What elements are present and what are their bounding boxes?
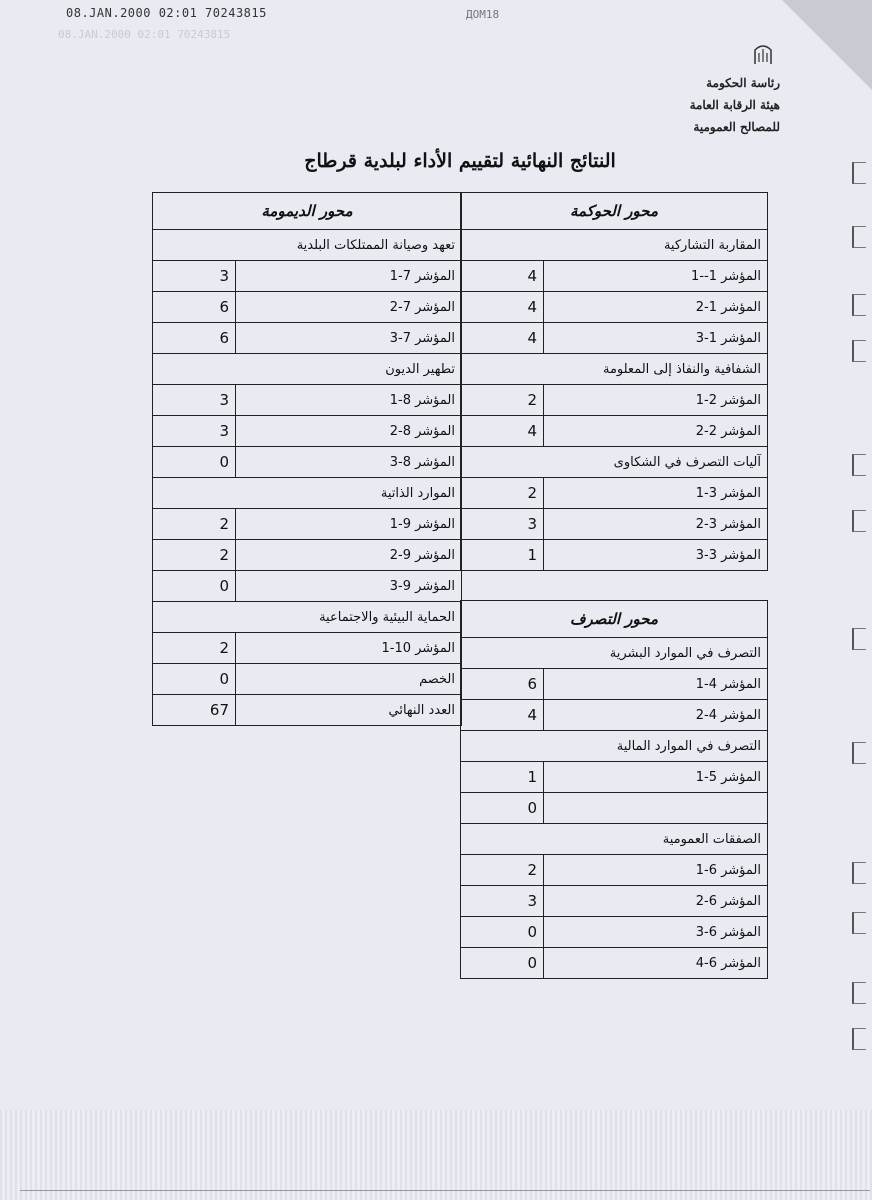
indicator-label: المؤشر 6-2 bbox=[544, 886, 768, 917]
indicator-score: 2 bbox=[153, 540, 236, 571]
letterhead-line-1: رئاسة الحكومة bbox=[706, 76, 780, 90]
indicator-score: 3 bbox=[153, 416, 236, 447]
indicator-score: 6 bbox=[461, 669, 544, 700]
indicator-score: 1 bbox=[461, 540, 544, 571]
deduction-label: الخصم bbox=[236, 664, 462, 695]
indicator-score: 4 bbox=[461, 416, 544, 447]
indicator-label bbox=[544, 793, 768, 824]
indicator-label: المؤشر 7-3 bbox=[236, 323, 462, 354]
indicator-label: المؤشر 1-3 bbox=[544, 323, 768, 354]
indicator-score: 4 bbox=[461, 323, 544, 354]
indicator-score: 4 bbox=[461, 292, 544, 323]
section-title: تطهير الديون bbox=[153, 354, 462, 385]
indicator-label: المؤشر 10-1 bbox=[236, 633, 462, 664]
sustainability-table bbox=[152, 192, 462, 726]
indicator-score: 2 bbox=[153, 509, 236, 540]
indicator-label: المؤشر 7-2 bbox=[236, 292, 462, 323]
indicator-label: المؤشر 9-1 bbox=[236, 509, 462, 540]
governance-table bbox=[460, 192, 768, 571]
page-bottom-edge bbox=[20, 1190, 870, 1191]
fax-page-id: ДОМ18 bbox=[466, 8, 500, 21]
indicator-score: 2 bbox=[153, 633, 236, 664]
management-header: محور التصرف bbox=[461, 601, 768, 638]
indicator-label: المؤشر 6-1 bbox=[544, 855, 768, 886]
indicator-label: المؤشر 1-2 bbox=[544, 292, 768, 323]
indicator-label: المؤشر 2-1 bbox=[544, 385, 768, 416]
indicator-label: المؤشر 2-2 bbox=[544, 416, 768, 447]
indicator-score: 0 bbox=[153, 571, 236, 602]
indicator-score: 0 bbox=[153, 447, 236, 478]
indicator-label: المؤشر 6-4 bbox=[544, 948, 768, 979]
indicator-label: المؤشر 7-1 bbox=[236, 261, 462, 292]
indicator-label: المؤشر 8-2 bbox=[236, 416, 462, 447]
indicator-score: 0 bbox=[461, 793, 544, 824]
fax-header: 08.JAN.2000 02:01 70243815 bbox=[66, 6, 267, 20]
indicator-score: 1 bbox=[461, 762, 544, 793]
indicator-label: المؤشر 4-2 bbox=[544, 700, 768, 731]
indicator-score: 2 bbox=[461, 478, 544, 509]
section-title: آليات التصرف في الشكاوى bbox=[461, 447, 768, 478]
scan-noise-band bbox=[0, 1110, 872, 1200]
section-title: الموارد الذاتية bbox=[153, 478, 462, 509]
indicator-label: المؤشر 1--1 bbox=[544, 261, 768, 292]
section-title: تعهد وصيانة الممتلكات البلدية bbox=[153, 230, 462, 261]
government-emblem-icon bbox=[752, 42, 774, 66]
management-table bbox=[460, 600, 768, 979]
government-letterhead bbox=[690, 72, 780, 138]
deduction-value: 0 bbox=[153, 664, 236, 695]
final-score-label: العدد النهائي bbox=[236, 695, 462, 726]
indicator-label: المؤشر 9-2 bbox=[236, 540, 462, 571]
indicator-score: 6 bbox=[153, 292, 236, 323]
indicator-score: 3 bbox=[153, 261, 236, 292]
section-title: المقاربة التشاركية bbox=[461, 230, 768, 261]
indicator-score: 2 bbox=[461, 385, 544, 416]
indicator-label: المؤشر 3-1 bbox=[544, 478, 768, 509]
indicator-score: 4 bbox=[461, 700, 544, 731]
fax-header-ghost: 08.JAN.2000 02:01 70243815 bbox=[58, 28, 231, 41]
indicator-score: 4 bbox=[461, 261, 544, 292]
sustainability-header: محور الديمومة bbox=[153, 193, 462, 230]
indicator-label: المؤشر 3-3 bbox=[544, 540, 768, 571]
indicator-label: المؤشر 4-1 bbox=[544, 669, 768, 700]
letterhead-line-2: هيئة الرقابة العامة bbox=[689, 98, 780, 112]
indicator-label: المؤشر 3-2 bbox=[544, 509, 768, 540]
indicator-score: 2 bbox=[461, 855, 544, 886]
final-score-value: 67 bbox=[153, 695, 236, 726]
indicator-score: 0 bbox=[461, 917, 544, 948]
indicator-score: 3 bbox=[153, 385, 236, 416]
section-title: الشفافية والنفاذ إلى المعلومة bbox=[461, 354, 768, 385]
folded-corner bbox=[782, 0, 872, 90]
section-title: الصفقات العمومية bbox=[461, 824, 768, 855]
indicator-label: المؤشر 6-3 bbox=[544, 917, 768, 948]
indicator-label: المؤشر 9-3 bbox=[236, 571, 462, 602]
indicator-score: 0 bbox=[461, 948, 544, 979]
section-title: التصرف في الموارد البشرية bbox=[461, 638, 768, 669]
section-title: التصرف في الموارد المالية bbox=[461, 731, 768, 762]
indicator-label: المؤشر 8-1 bbox=[236, 385, 462, 416]
indicator-label: المؤشر 5-1 bbox=[544, 762, 768, 793]
indicator-score: 6 bbox=[153, 323, 236, 354]
indicator-label: المؤشر 8-3 bbox=[236, 447, 462, 478]
indicator-score: 3 bbox=[461, 509, 544, 540]
indicator-score: 3 bbox=[461, 886, 544, 917]
governance-header: محور الحوكمة bbox=[461, 193, 768, 230]
document-title: النتائج النهائية لتقييم الأداء لبلدية قرطاج bbox=[304, 150, 616, 172]
letterhead-line-3: للمصالح العمومية bbox=[693, 120, 780, 134]
section-title: الحماية البيئية والاجتماعية bbox=[153, 602, 462, 633]
